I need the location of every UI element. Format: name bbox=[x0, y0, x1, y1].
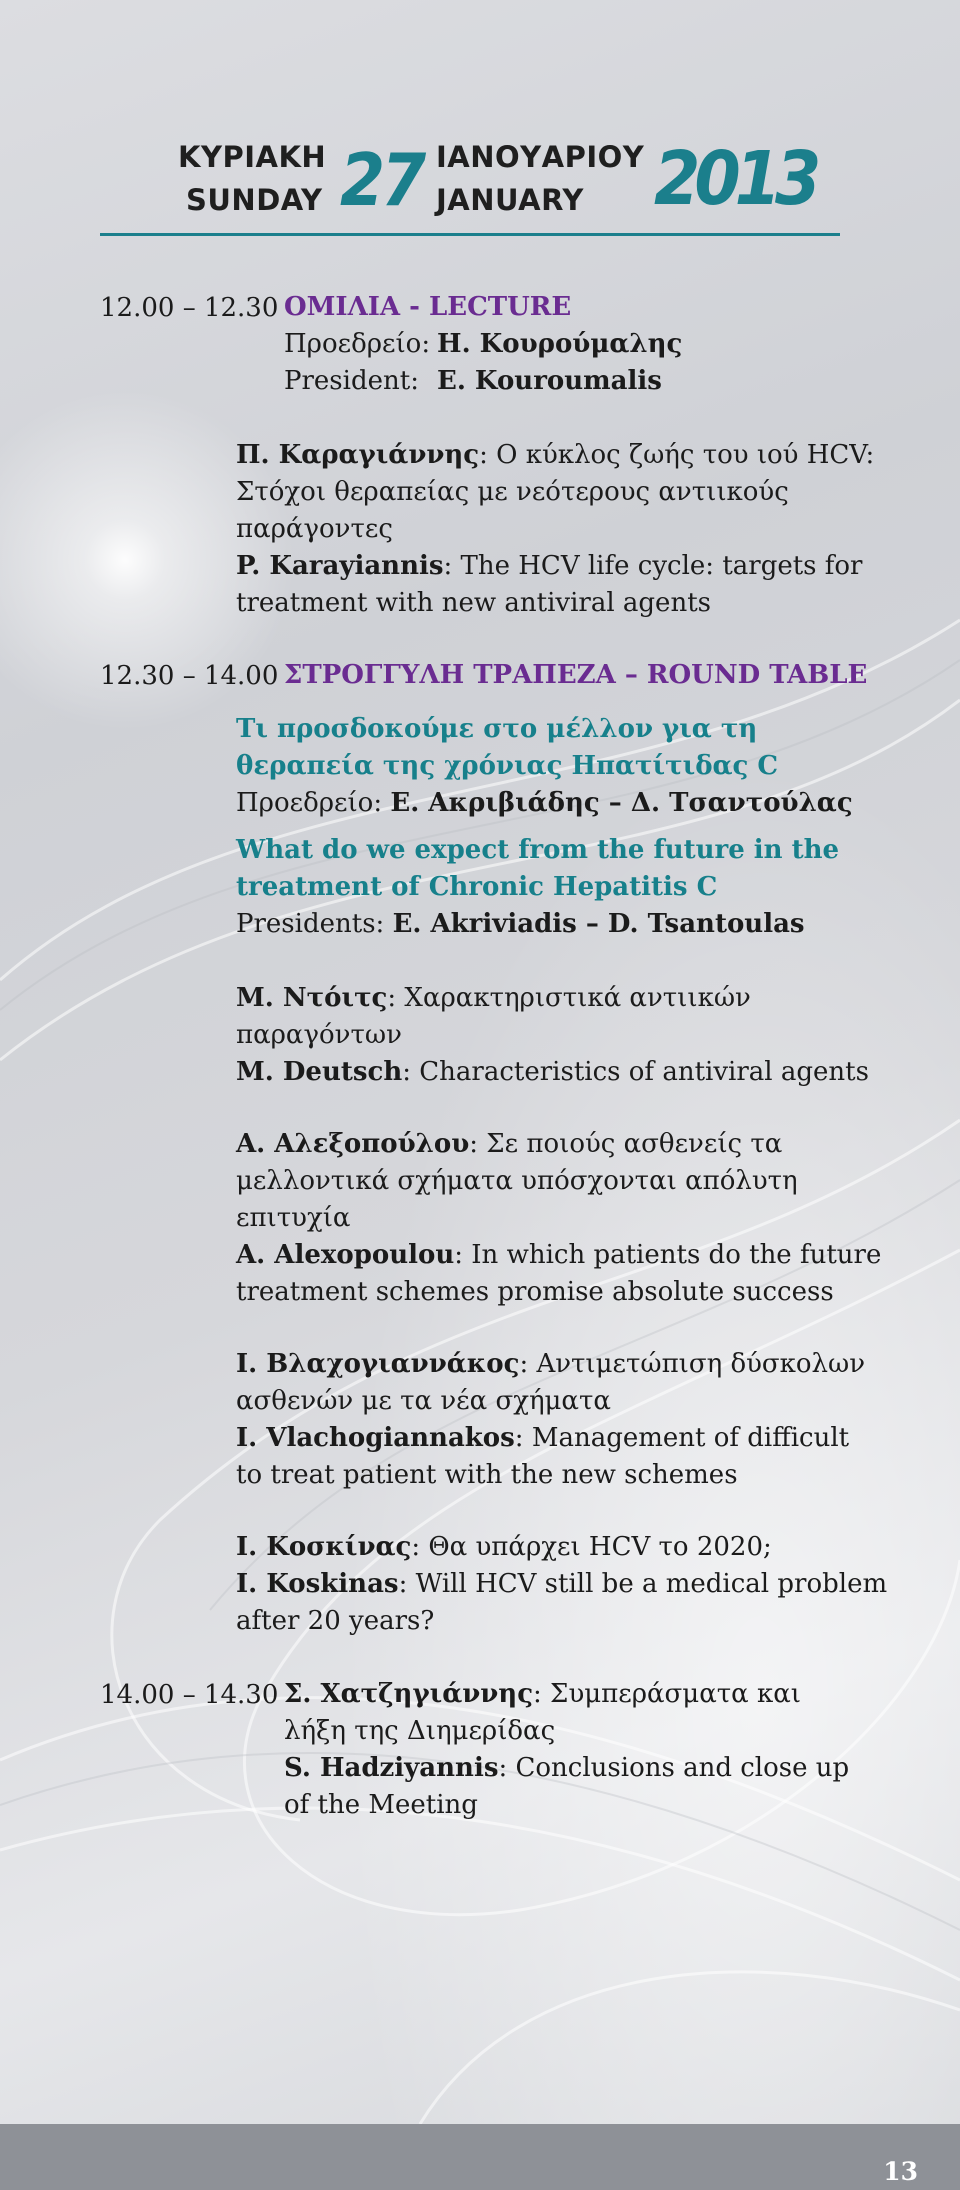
theme-english: treatment of Chronic Hepatitis C bbox=[236, 872, 718, 902]
session-time: 12.30 – 14.00 bbox=[100, 661, 279, 691]
talk-english: A. Alexopoulou: In which patients do the future bbox=[236, 1240, 882, 1270]
talk-greek: Ι. Βλαχογιαννάκος: Αντιμετώπιση δύσκολων bbox=[236, 1349, 866, 1379]
chair-label: President: bbox=[284, 366, 419, 396]
month-english: JANUARY bbox=[436, 183, 584, 217]
talk-greek-line: μελλοντικά σχήματα υπόσχονται απόλυτη bbox=[236, 1166, 798, 1196]
page-number: 13 bbox=[883, 2157, 918, 2186]
month-greek: ΙΑΝΟΥΑΡΙΟΥ bbox=[436, 140, 645, 174]
talk-greek: Π. Καραγιάννης: Ο κύκλος ζωής του ιού HCV: bbox=[236, 440, 875, 470]
theme-english: What do we expect from the future in the bbox=[236, 835, 840, 865]
talk-greek-line: λήξη της Διημερίδας bbox=[284, 1716, 556, 1746]
theme-greek: Τι προσδοκούμε στο μέλλον για τη bbox=[236, 714, 758, 744]
chair-name: E. Kouroumalis bbox=[437, 366, 662, 396]
talk-english-line: treatment with new antiviral agents bbox=[236, 588, 711, 618]
talk-greek-line: παράγοντες bbox=[236, 514, 393, 544]
talk-english: S. Hadziyannis: Conclusions and close up bbox=[284, 1753, 850, 1783]
chair-label: Προεδρείο: bbox=[284, 329, 431, 359]
talk-greek-line: Στόχοι θεραπείας με νεότερους αντιικούς bbox=[236, 477, 789, 507]
chairs-english: Presidents: E. Akriviadis – D. Tsantoulas bbox=[236, 909, 805, 939]
talk-greek: Α. Αλεξοπούλου: Σε ποιούς ασθενείς τα bbox=[236, 1129, 783, 1159]
talk-greek: Σ. Χατζηγιάννης: Συμπεράσματα και bbox=[284, 1679, 801, 1709]
chairs-greek: Προεδρείο: Ε. Ακριβιάδης – Δ. Τσαντούλας bbox=[236, 788, 853, 818]
year: 2013 bbox=[654, 136, 816, 222]
date-number: 27 bbox=[340, 138, 423, 222]
talk-english-line: to treat patient with the new schemes bbox=[236, 1460, 738, 1490]
talk-greek: Μ. Ντόιτς: Χαρακτηριστικά αντιικών bbox=[236, 983, 751, 1013]
session-title: ΣΤΡΟΓΓΥΛΗ ΤΡΑΠΕΖΑ – ROUND TABLE bbox=[284, 660, 868, 690]
talk-greek-line: επιτυχία bbox=[236, 1203, 351, 1233]
day-greek: ΚΥΡΙΑΚΗ bbox=[178, 140, 327, 174]
talk-english-line: of the Meeting bbox=[284, 1790, 478, 1820]
talk-english: I. Koskinas: Will HCV still be a medical problem bbox=[236, 1569, 888, 1599]
day-english: SUNDAY bbox=[186, 183, 323, 217]
talk-english: M. Deutsch: Characteristics of antiviral agents bbox=[236, 1057, 869, 1087]
session-time: 12.00 – 12.30 bbox=[100, 293, 279, 323]
talk-english-line: after 20 years? bbox=[236, 1606, 435, 1636]
footer-bar bbox=[0, 2124, 960, 2190]
theme-greek: θεραπεία της χρόνιας Ηπατίτιδας C bbox=[236, 751, 779, 781]
header-rule bbox=[100, 233, 840, 236]
talk-english: P. Karayiannis: The HCV life cycle: targets for bbox=[236, 551, 863, 581]
session-title: ΟΜΙΛΙΑ - LECTURE bbox=[284, 292, 572, 322]
talk-greek-line: παραγόντων bbox=[236, 1020, 402, 1050]
talk-english: I. Vlachogiannakos: Management of difficult bbox=[236, 1423, 850, 1453]
session-time: 14.00 – 14.30 bbox=[100, 1680, 279, 1710]
chair-name: Η. Κουρούμαλης bbox=[437, 329, 683, 359]
talk-english-line: treatment schemes promise absolute success bbox=[236, 1277, 834, 1307]
talk-greek-line: ασθενών με τα νέα σχήματα bbox=[236, 1386, 611, 1416]
talk-greek: Ι. Κοσκίνας: Θα υπάρχει HCV το 2020; bbox=[236, 1532, 772, 1562]
